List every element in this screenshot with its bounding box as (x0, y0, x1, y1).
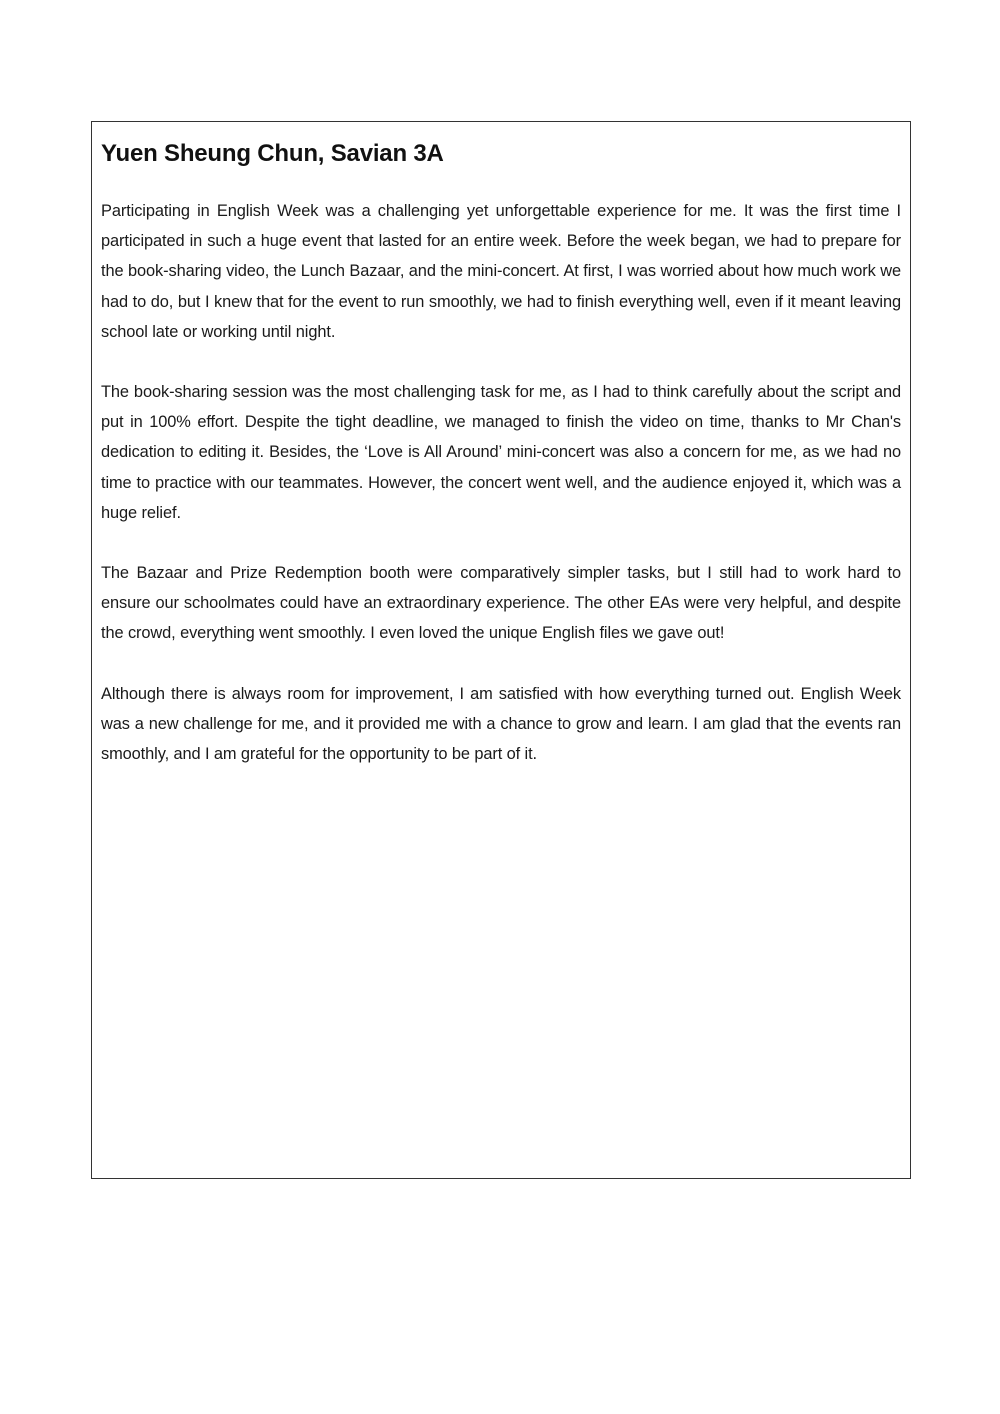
paragraph-1: Participating in English Week was a challenging yet unforgettable experience for me. It was the first time I participated in such a huge event that lasted for an entire week. Before the week began, we had to prepare for the book-sharing video, the Lunch Bazaar, and the mini-concert. At first, I was worried about how much work we had to do, but I knew that for the event to run smoothly, we had to finish everything well, even if it meant leaving school late or working until night. (101, 202, 901, 341)
document-title: Yuen Sheung Chun, Savian 3A (101, 140, 444, 167)
reflection-body (101, 196, 901, 769)
paragraph-4: Although there is always room for improvement, I am satisfied with how everything turned out. English Week was a new challenge for me, and it provided me with a chance to grow and learn. I am glad that the events ran smoothly, and I am grateful for the opportunity to be part of it. (101, 684, 901, 764)
paragraph-3: The Bazaar and Prize Redemption booth were comparatively simpler tasks, but I still had to work hard to ensure our schoolmates could have an extraordinary experience. The other EAs were very helpful, and despite the crowd, everything went smoothly. I even loved the unique English files we gave out! (101, 564, 901, 643)
reflection-box (91, 121, 911, 1179)
paragraph-2: The book-sharing session was the most challenging task for me, as I had to think carefully about the script and put in 100% effort. Despite the tight deadline, we managed to finish the video on time, thanks to Mr Chan's dedication to editing it. Besides, the ‘Love is All Around’ mini-concert was also a concern for me, as we had no time to practice with our teammates. However, the concert went well, and the audience enjoyed it, which was a huge relief. (101, 383, 901, 522)
